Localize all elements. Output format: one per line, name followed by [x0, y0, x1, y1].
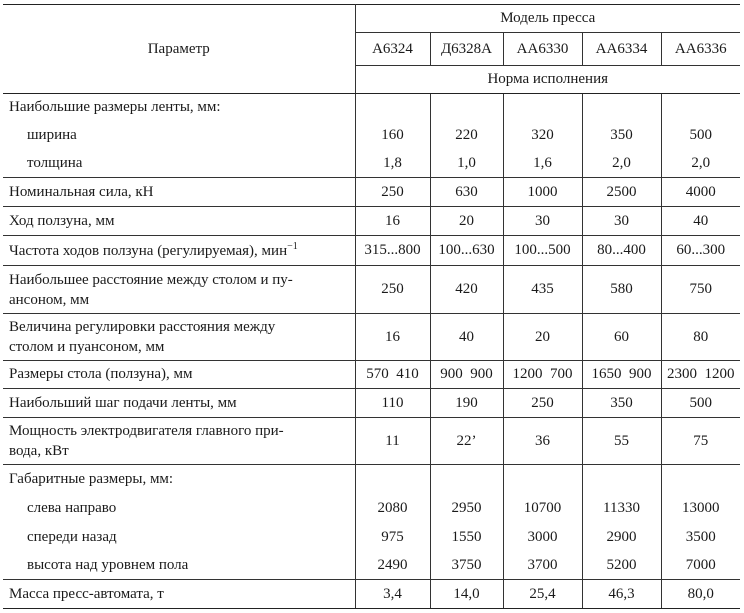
cell-value: 11330: [582, 494, 661, 523]
cell-value: 250: [503, 389, 582, 418]
cell-value: 4000: [661, 178, 740, 207]
cell-value: 10700: [503, 494, 582, 523]
cell-value: 55: [582, 418, 661, 465]
cell-value: 13000: [682, 499, 720, 516]
cell-value: 3000: [503, 523, 582, 552]
cell-value: 11: [355, 418, 430, 465]
cell-value: 46,3: [582, 580, 661, 609]
cell-value: 1,0: [430, 150, 503, 178]
row-label-line: Наибольшее расстояние между столом и пу-: [9, 271, 293, 288]
row-label: высота над уровнем пола: [3, 552, 355, 580]
row-label-line: ансоном, мм: [9, 291, 90, 308]
table-row: [3, 580, 740, 609]
cell-value: 36: [503, 418, 582, 465]
model-press-header: Модель пресса: [355, 5, 740, 33]
row-label: Наибольший шаг подачи ленты, мм: [3, 389, 355, 418]
row-label-line: Величина регулировки расстояния между: [9, 319, 276, 335]
table-row: [3, 150, 740, 178]
cell-value: 25,4: [503, 580, 582, 609]
row-label: Масса пресс-автомата, т: [3, 580, 355, 609]
table-row: [3, 122, 740, 150]
cell-value: 2300 1200: [661, 361, 740, 389]
row-label-line: столом и пуансоном, мм: [9, 339, 165, 355]
param-header: Параметр: [3, 5, 355, 94]
cell-value: 40: [430, 314, 503, 361]
cell-value: 2500: [582, 178, 661, 207]
row-label: Габаритные размеры, мм:: [3, 465, 355, 494]
cell-value: 160: [355, 122, 430, 150]
cell-value: 20: [503, 314, 582, 361]
cell-value: 3700: [503, 552, 582, 580]
model-header: А6324: [355, 33, 430, 66]
cell-value: 7000: [661, 552, 740, 580]
model-header: АА6334: [582, 33, 661, 66]
cell-value: 110: [355, 389, 430, 418]
table-row: [3, 178, 740, 207]
cell-value: 30: [582, 207, 661, 236]
row-label: [3, 266, 355, 314]
cell-value: 350: [582, 389, 661, 418]
cell-value: 500: [689, 127, 712, 143]
cell-value: 100...630: [430, 236, 503, 266]
cell-value: 500: [661, 389, 740, 418]
model-header: АА6336: [661, 33, 740, 66]
cell-value: 5200: [582, 552, 661, 580]
press-spec-table: [3, 4, 740, 609]
cell-value: 250: [355, 178, 430, 207]
table-row: [3, 266, 740, 314]
table-row: [3, 94, 740, 122]
row-label: толщина: [3, 150, 355, 178]
cell-value: 630: [430, 178, 503, 207]
cell-value: 40: [661, 207, 740, 236]
cell-value: 16: [355, 314, 430, 361]
row-label: Наибольшие размеры ленты, мм:: [3, 94, 355, 122]
row-label: [3, 236, 355, 266]
cell-value: 2490: [355, 552, 430, 580]
cell-value: 1000: [503, 178, 582, 207]
header-row-1: [3, 5, 740, 33]
cell-value: 900 900: [430, 361, 503, 389]
cell-value: 80...400: [582, 236, 661, 266]
cell-value: 14,0: [430, 580, 503, 609]
cell-value: 2900: [582, 523, 661, 552]
table-row: [3, 361, 740, 389]
table-row: [3, 552, 740, 580]
row-label: Размеры стола (ползуна), мм: [3, 361, 355, 389]
cell-value: 250: [355, 266, 430, 314]
cell-value: 190: [430, 389, 503, 418]
table-row: [3, 314, 740, 361]
table-row: [3, 418, 740, 465]
row-label: ширина: [3, 122, 355, 150]
cell-value: 3750: [430, 552, 503, 580]
table-row: [3, 494, 740, 523]
cell-value: 100...500: [503, 236, 582, 266]
cell-value: 60...300: [661, 236, 740, 266]
cell-value: 435: [503, 266, 582, 314]
cell-value: 1,6: [503, 150, 582, 178]
cell-value: 80: [661, 314, 740, 361]
cell-value: 315...800: [355, 236, 430, 266]
cell-value: 80,0: [661, 580, 740, 609]
cell-value: 3,4: [355, 580, 430, 609]
cell-value: 1,8: [355, 150, 430, 178]
cell-value: 750: [661, 266, 740, 314]
cell-value: 3500: [685, 528, 716, 545]
cell-value: 2080: [355, 494, 430, 523]
row-label: слева направо: [3, 494, 355, 523]
cell-value: 1200 700: [503, 361, 582, 389]
row-label-line: Мощность электродвигателя главного при-: [9, 423, 284, 439]
cell-value: 420: [430, 266, 503, 314]
cell-value: 570 410: [355, 361, 430, 389]
cell-value: 580: [582, 266, 661, 314]
cell-value: 1550: [430, 523, 503, 552]
row-label: Ход ползуна, мм: [3, 207, 355, 236]
cell-value: 30: [503, 207, 582, 236]
table-row: [3, 236, 740, 266]
row-label: [3, 418, 355, 465]
row-label-line: вода, кВт: [9, 443, 69, 459]
cell-value: 350: [582, 122, 661, 150]
cell-value: 2,0: [661, 150, 740, 178]
cell-value: 16: [355, 207, 430, 236]
cell-value: 2950: [430, 494, 503, 523]
table-row: [3, 389, 740, 418]
cell-value: 22’: [430, 418, 503, 465]
row-label: спереди назад: [3, 523, 355, 552]
cell-value: 1650 900: [582, 361, 661, 389]
row-label-text: Частота ходов ползуна (регулируемая), мин: [9, 243, 288, 259]
cell-value: 60: [582, 314, 661, 361]
norma-header: Норма исполнения: [355, 66, 740, 94]
cell-value: 975: [355, 523, 430, 552]
model-header: Д6328А: [430, 33, 503, 66]
cell-value: 220: [430, 122, 503, 150]
table-row: [3, 465, 740, 494]
row-label: [3, 314, 355, 361]
cell-value: 2,0: [582, 150, 661, 178]
model-header: АА6330: [503, 33, 582, 66]
cell-value: 320: [503, 122, 582, 150]
table-row: [3, 523, 740, 552]
unit-superscript: −1: [287, 241, 298, 252]
row-label: Номинальная сила, кН: [3, 178, 355, 207]
cell-value: 20: [430, 207, 503, 236]
cell-value: 75: [661, 418, 740, 465]
table-row: [3, 207, 740, 236]
